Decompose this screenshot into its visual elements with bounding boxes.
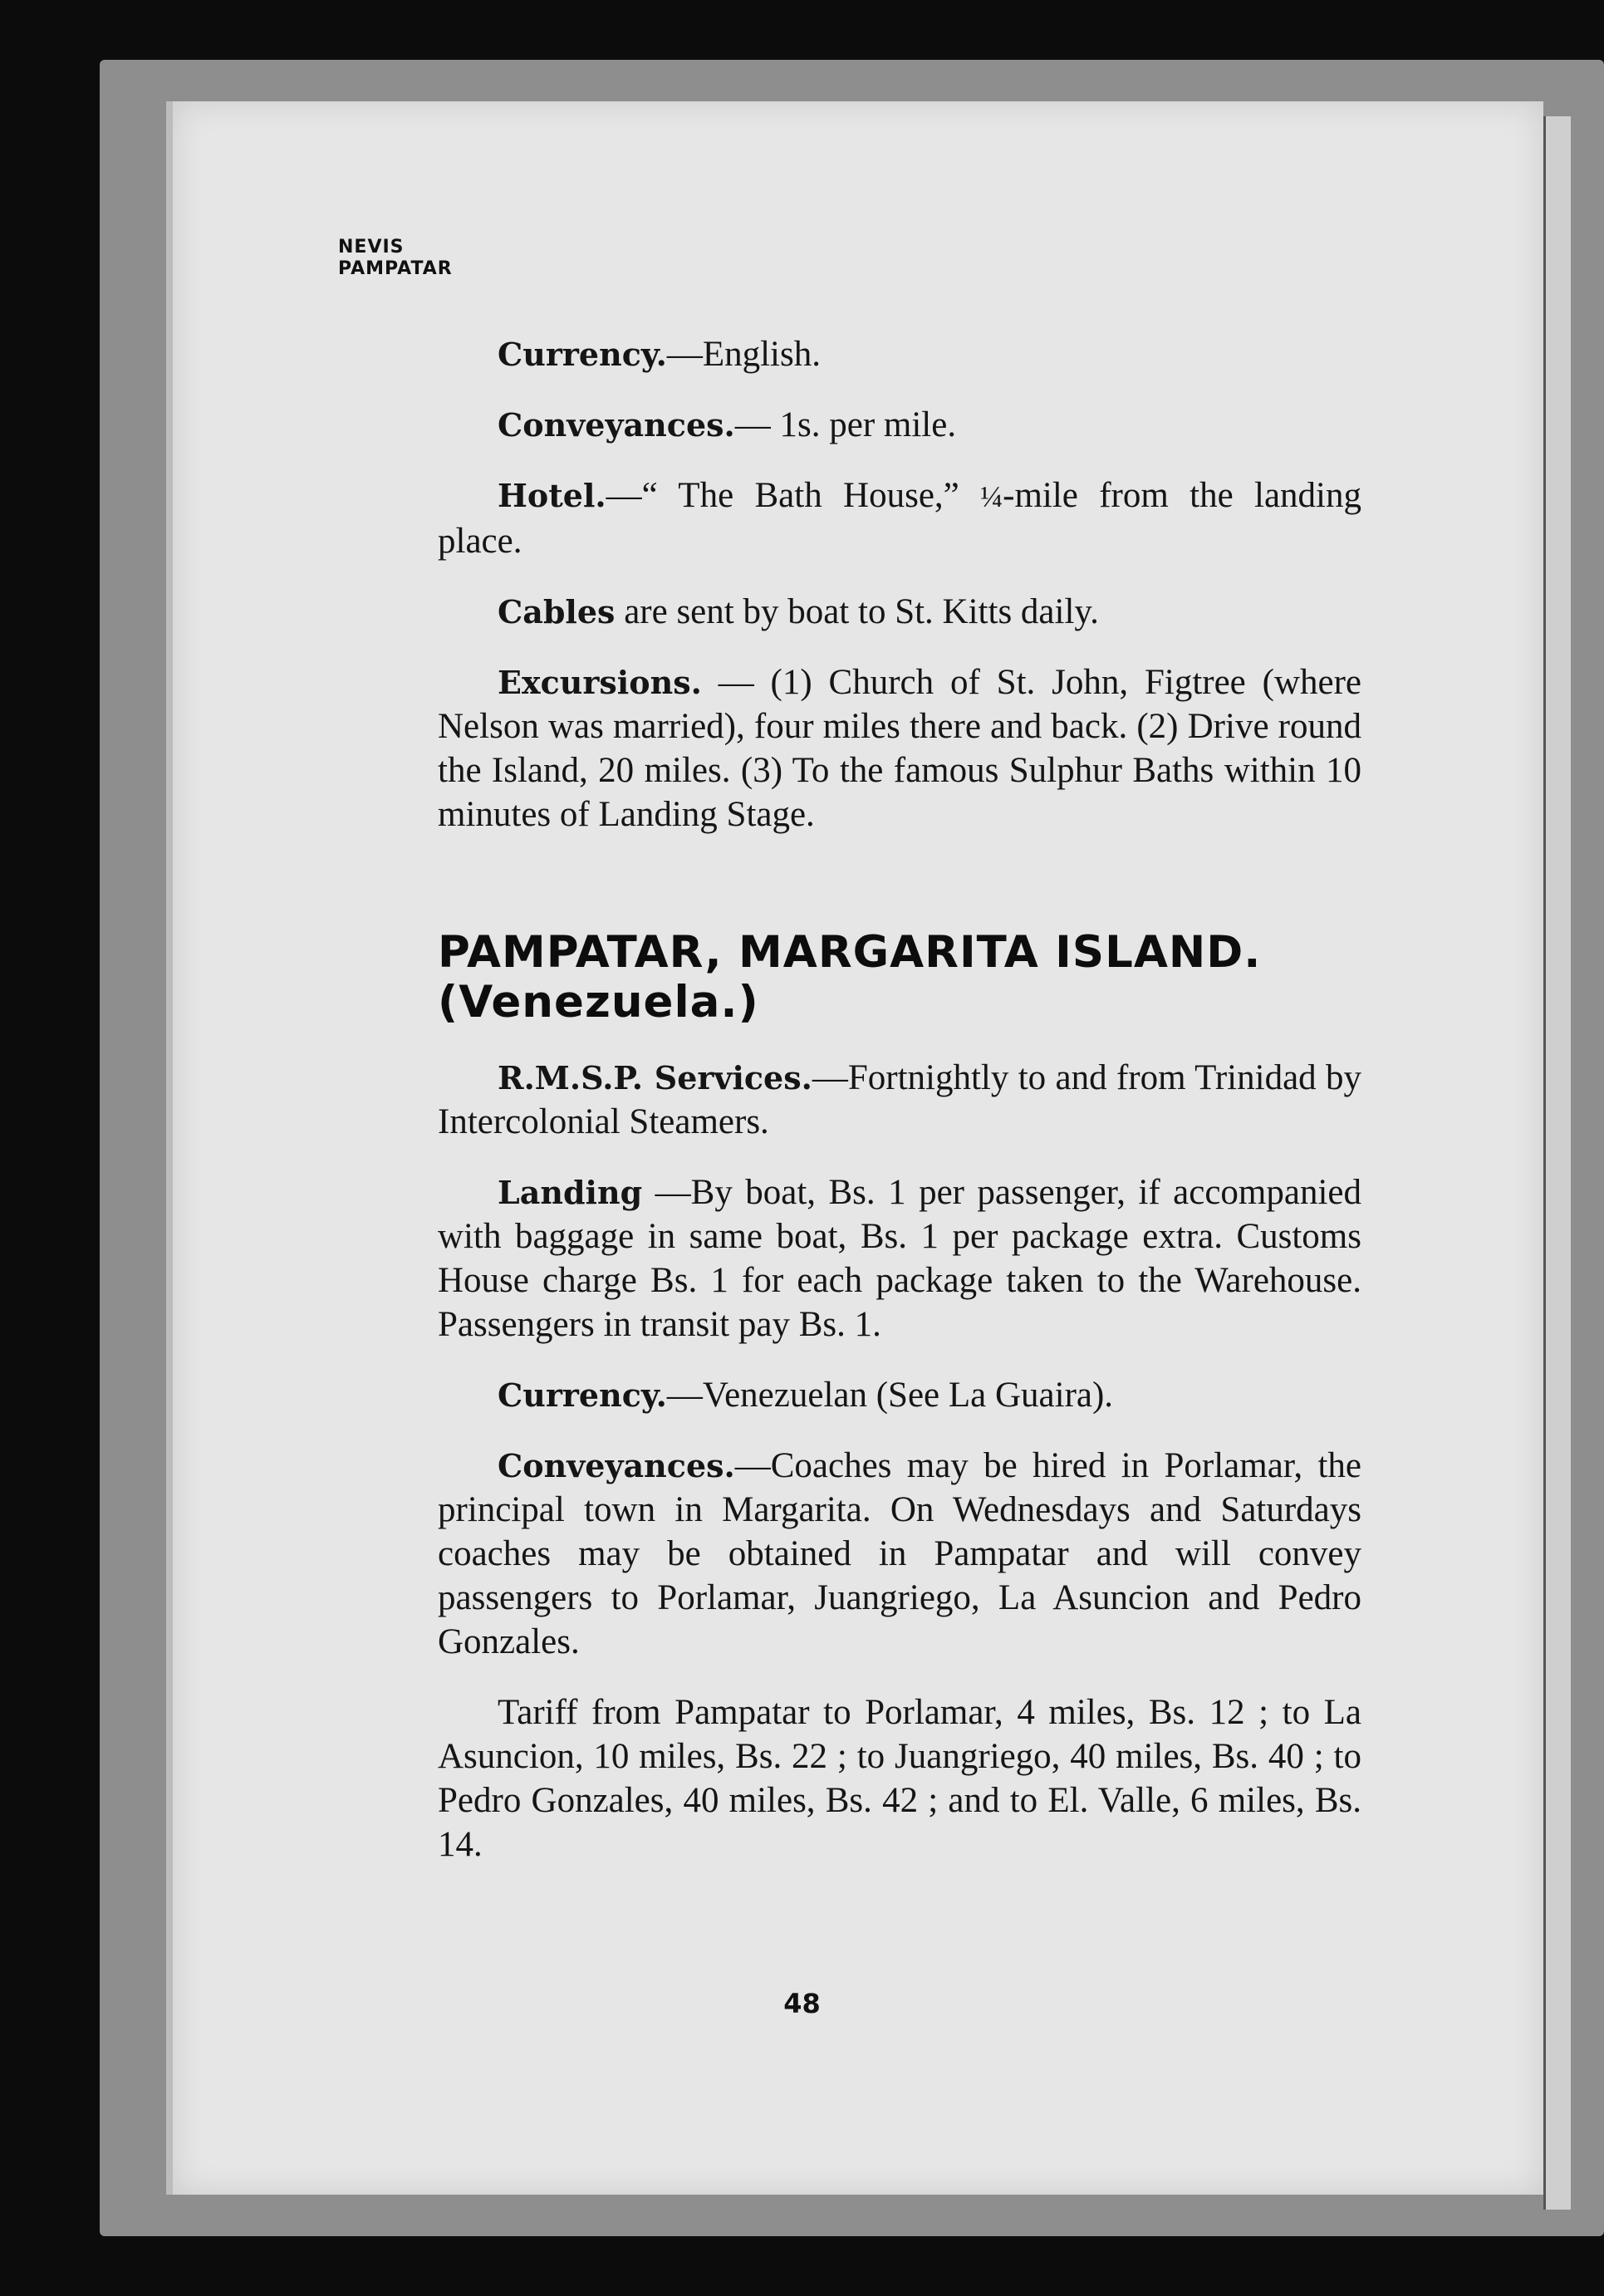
facing-page-edge: [1543, 116, 1571, 2210]
pampatar-section-title: [438, 928, 1361, 1028]
pampatar-conveyances-paragraph: [438, 1444, 1361, 1664]
page-body: [438, 332, 1361, 1893]
nevis-conveyances-text: — 1s. per mile.: [734, 405, 957, 444]
nevis-currency-paragraph: [438, 332, 1361, 376]
pampatar-services-label: R.M.S.P. Services.: [498, 1059, 812, 1096]
nevis-hotel-paragraph: [438, 473, 1361, 563]
nevis-cables-paragraph: [438, 590, 1361, 634]
page-number: 48: [783, 1988, 821, 2019]
nevis-currency-text: —English.: [666, 335, 821, 374]
pampatar-tariff-paragraph: Tariff from Pampatar to Porlamar, 4 miles, Bs. 12 ; to La Asuncion, 10 miles, Bs. 22 ; to Juangriego, 40 miles, Bs. 40 ; to Pedro Gonzales, 40 miles, Bs. 42 ; and to El. Valle, 6 miles, Bs. 14.: [438, 1693, 1361, 1864]
nevis-conveyances-label: Conveyances.: [498, 406, 735, 444]
running-head: [338, 237, 453, 280]
pampatar-landing-paragraph: [438, 1170, 1361, 1347]
nevis-hotel-label: Hotel.: [498, 477, 606, 514]
nevis-cables-label: Cables: [498, 593, 616, 630]
nevis-excursions-label: Excursions.: [498, 664, 702, 701]
pampatar-landing-text: —By boat, Bs. 1 per passenger, if accompanied with baggage in same boat, Bs. 1 per package extra. Customs House charge Bs. 1 for each package taken to the Warehouse. Passengers in transit pay Bs. 1.: [438, 1173, 1361, 1344]
running-head-line-1: NEVIS: [338, 237, 405, 258]
pampatar-title-line-1: PAMPATAR, MARGARITA ISLAND.: [438, 927, 1262, 978]
pampatar-title-line-2: (Venezuela.): [438, 977, 759, 1028]
nevis-excursions-text: — (1) Church of St. John, Figtree (where Nelson was married), four miles there and back. (2) Drive round the Island, 20 miles. (3) To the famous Sulphur Baths within 10 minutes of Landing Stage.: [438, 663, 1361, 834]
pampatar-services-text: —Fortnightly to and from Trinidad by Intercolonial Steamers.: [438, 1058, 1361, 1141]
nevis-hotel-text-after: -mile from the landing place.: [438, 476, 1361, 561]
running-head-line-2: PAMPATAR: [338, 258, 453, 279]
pampatar-conveyances-label: Conveyances.: [498, 1447, 735, 1484]
nevis-cables-text: are sent by boat to St. Kitts daily.: [615, 592, 1099, 631]
nevis-conveyances-paragraph: [438, 403, 1361, 447]
nevis-excursions-paragraph: [438, 660, 1361, 836]
nevis-hotel-fraction: ¼: [980, 480, 1003, 513]
nevis-hotel-text-before: —“ The Bath House,”: [606, 476, 981, 515]
pampatar-conveyances-text: —Coaches may be hired in Porlamar, the principal town in Margarita. On Wednesdays and Saturdays coaches may be obtained in Pampatar and will convey passengers to Porlamar, Juangriego, La Asuncion and Pedro Gonzales.: [438, 1446, 1361, 1661]
pampatar-currency-paragraph: [438, 1373, 1361, 1417]
pampatar-services-paragraph: [438, 1056, 1361, 1144]
nevis-currency-label: Currency.: [498, 336, 667, 373]
pampatar-currency-text: —Venezuelan (See La Guaira).: [666, 1376, 1114, 1415]
pampatar-currency-label: Currency.: [498, 1376, 667, 1414]
pampatar-landing-label: Landing: [498, 1174, 643, 1211]
